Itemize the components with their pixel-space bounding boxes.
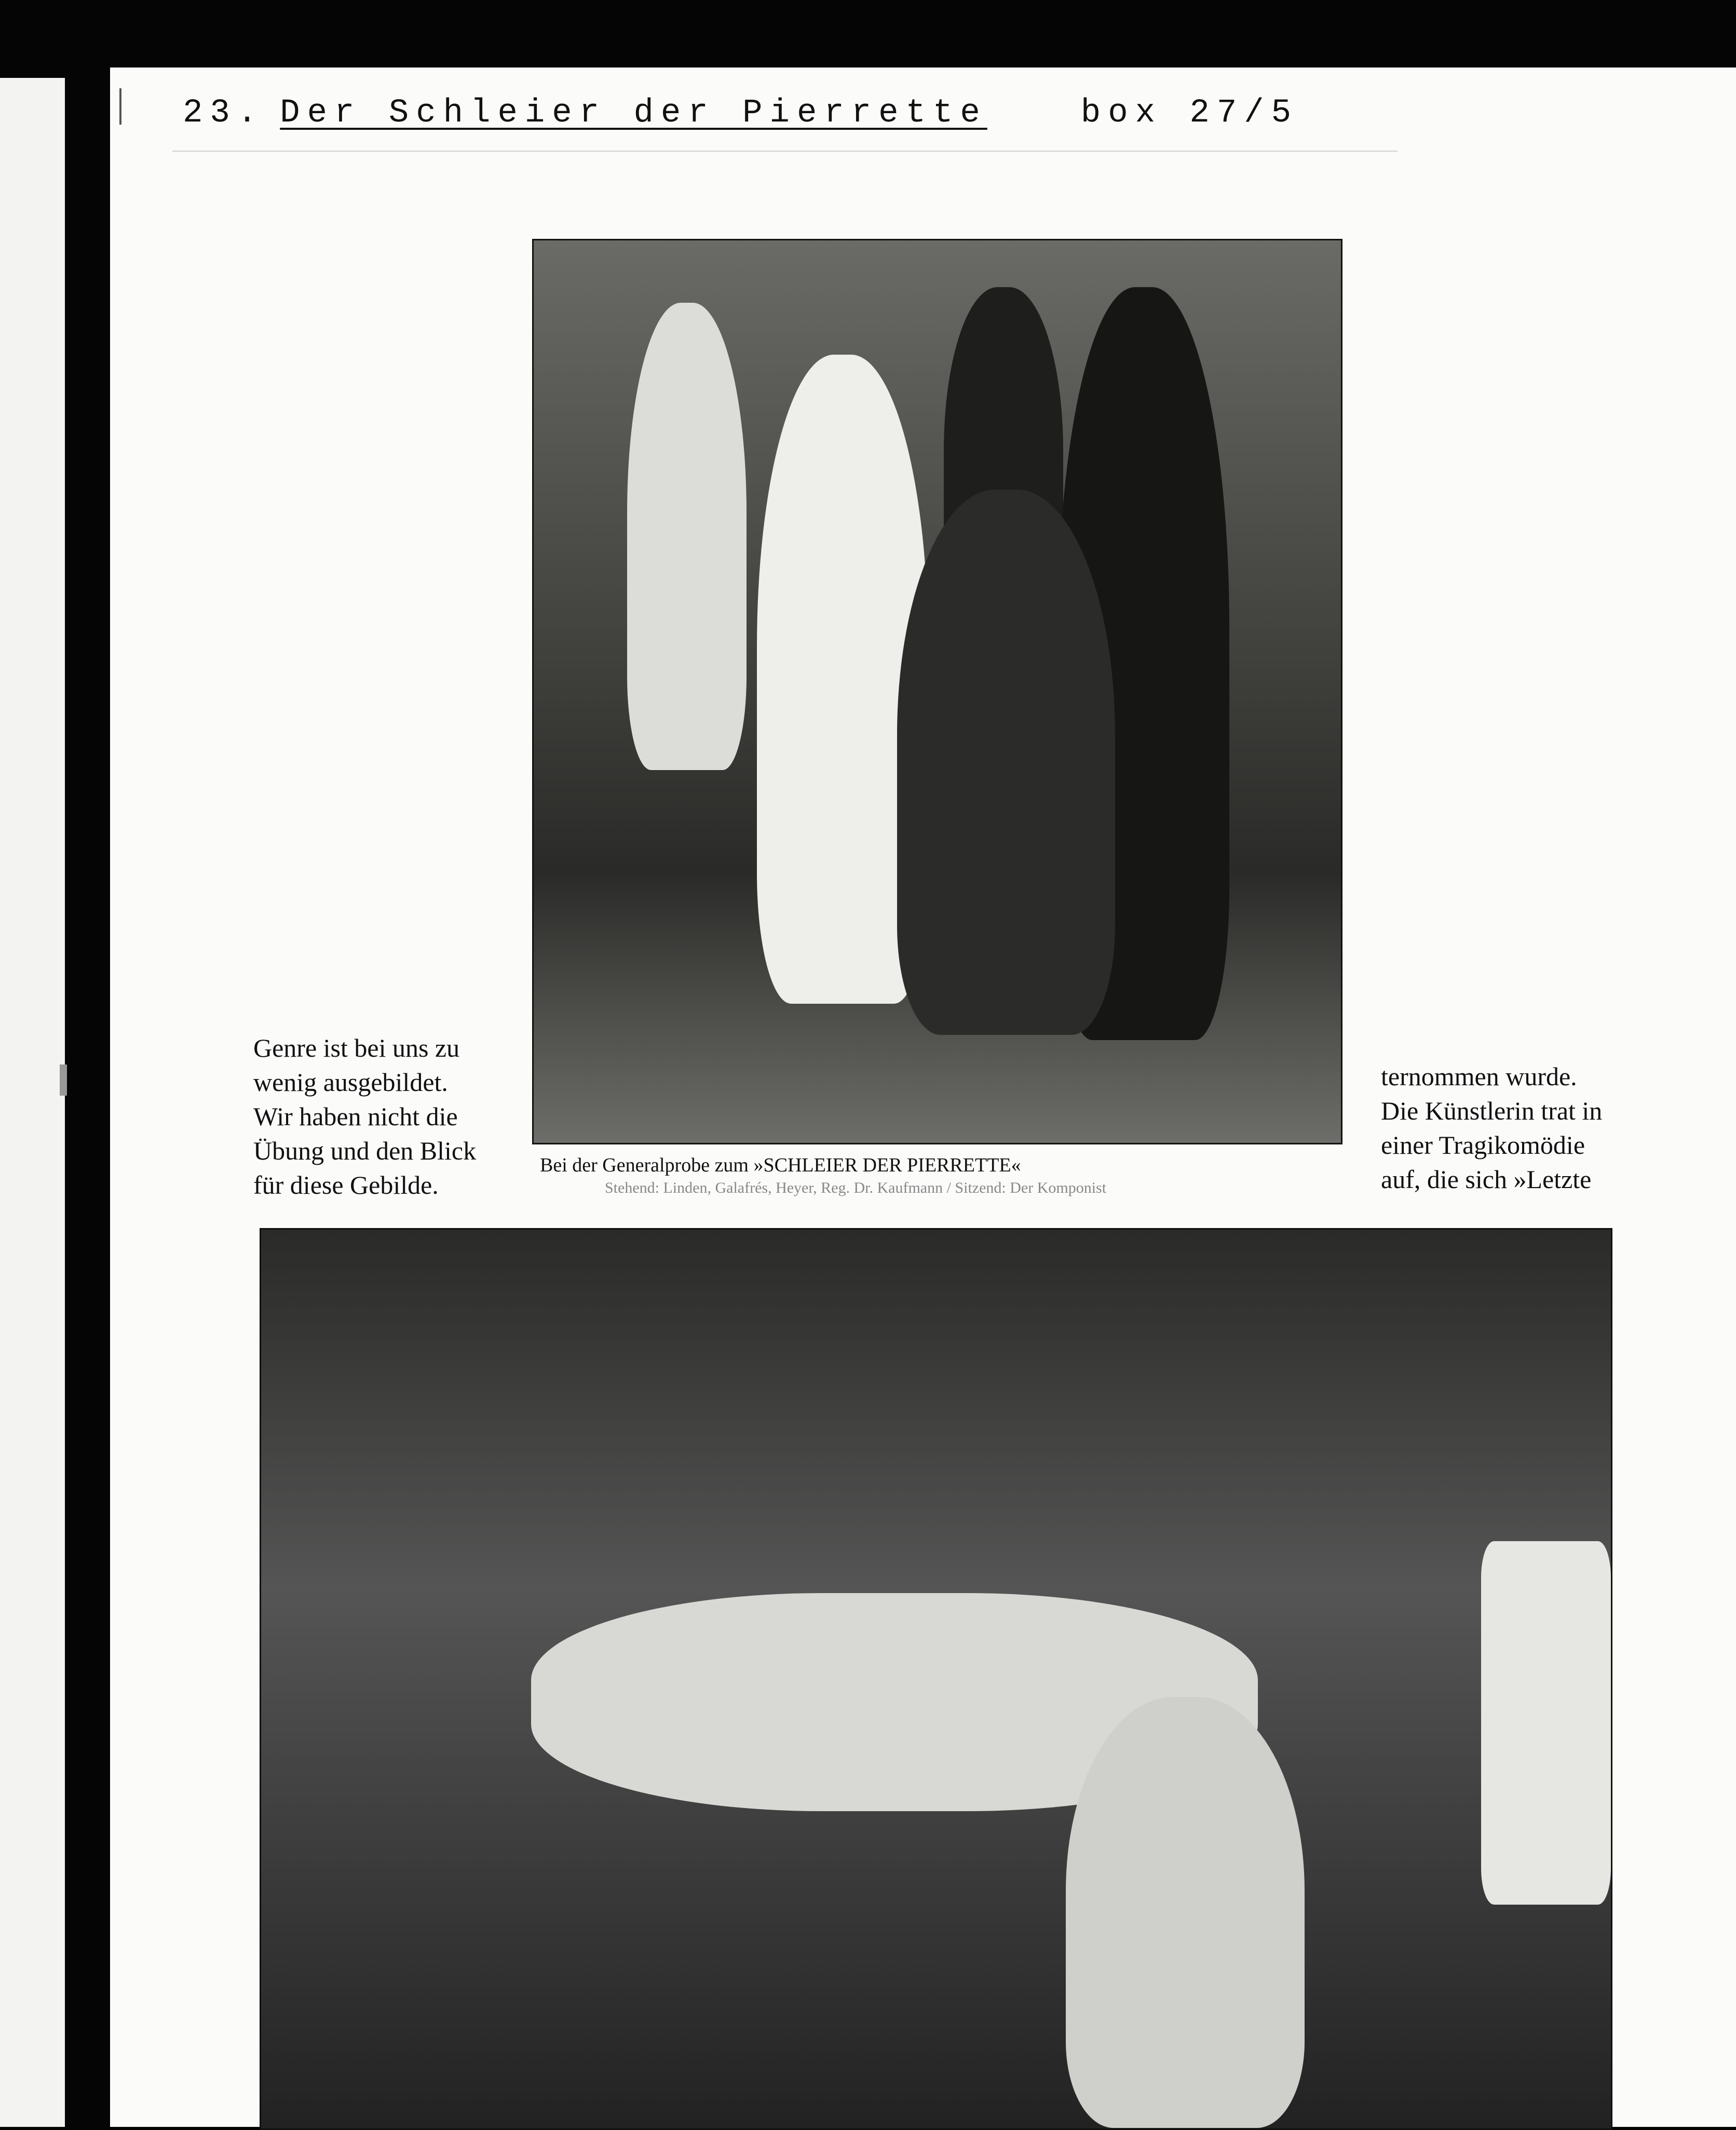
photo-caption [540,1153,1339,1198]
caption-title: Bei der Generalprobe zum »SCHLEIER DER PIERRETTE« [540,1154,1021,1176]
scene-photo [260,1228,1612,2130]
archive-header [183,95,1298,132]
figure-pierrot [627,303,747,770]
caption-credits: Stehend: Linden, Galafrés, Heyer, Reg. Dr. Kaufmann / Sitzend: Der Komponist [605,1179,1107,1196]
text-line: Wir haben nicht die [253,1102,458,1131]
text-line: auf, die sich »Letzte [1381,1165,1592,1194]
text-line: ternommen wurde. [1381,1062,1577,1091]
left-text-column [253,1031,497,1202]
corner-mark [119,88,121,125]
figure-seated-man [1066,1697,1305,2128]
text-line: Übung und den Blick [253,1136,477,1165]
header-divider [172,151,1398,152]
text-line: einer Tragikomödie [1381,1130,1585,1160]
text-line: Die Künstlerin trat in [1381,1096,1603,1125]
rehearsal-group-photo [532,239,1342,1144]
adjacent-page-strip [0,78,65,2127]
figure-man-seated [897,490,1115,1035]
right-text-column [1381,1059,1625,1196]
item-number: 23. [183,95,265,132]
text-line: für diese Gebilde. [253,1170,439,1199]
margin-mark [60,1064,67,1096]
box-label: box 27/5 [1080,95,1299,132]
lace-furniture [1481,1541,1611,1905]
text-line: Genre ist bei uns zu [253,1033,460,1062]
text-line: wenig ausgebildet. [253,1068,448,1097]
document-title: Der Schleier der Pierrette [280,95,987,132]
